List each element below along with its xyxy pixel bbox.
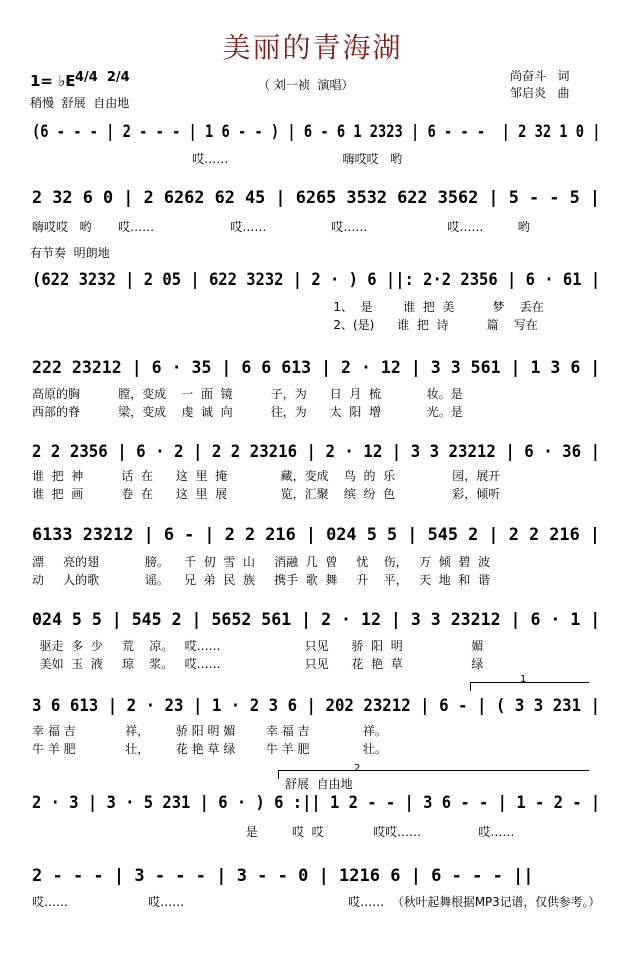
lyric-row-1-verse-1: 哎…… 嗨哎哎 哟 [32,152,403,166]
notation-row-8: 3 6 613 | 2 · 23 | 1 · 2 3 6 | 202 23212 | 6 - | ( 3 3 231 | [32,696,601,716]
transcription-footnote: （秋叶起舞根据MP3记谱，仅供参考。） [392,895,601,909]
tempo-marking-1: 稍慢 舒展 自由地 [30,96,130,110]
notation-row-1: (6 - - - | 2 - - - | 1 6 - - ) | 6 - 6 1 2323 | 6 - - - | 2 32 1 0 | [32,122,601,142]
notation-row-6: 6133 23212 | 6 - | 2 2 216 | 024 5 5 | 545 2 | 2 2 216 | [32,525,600,545]
time-signature: 4/4 2/4 [75,70,130,85]
volta-number-2: 2 [354,763,361,774]
notation-row-10: 2 - - - | 3 - - - | 3 - - 0 | 1216 6 | 6 - - - || [32,866,534,886]
lyricist-credit: 尚奋斗 词 [510,69,570,83]
notation-row-3: (622 3232 | 2 05 | 622 3232 | 2 · ) 6 ||: 2·2 2356 | 6 · 61 | [32,270,601,290]
lyric-row-10-verse-1: 哎…… 哎…… 哎…… [32,895,385,909]
lyric-row-5-verse-2: 谁 把 画 卷 在 这 里 展 览，汇聚 缤 纷 色 彩，倾听 [32,487,501,501]
lyric-row-9-verse-1: 是 哎 哎 哎哎…… 哎…… [32,825,515,839]
lyric-row-2-verse-1: 嗨哎哎 哟 哎…… 哎…… 哎…… 哎…… 哟 [32,220,530,234]
lyric-row-7-verse-1: 驱走 多 少 荒 凉。 哎…… 只见 骄 阳 明 媚 [32,639,484,653]
lyric-row-3-verse-2: 2、(是) 谁 把 诗 篇 写在 [32,318,538,332]
lyric-row-7-verse-2: 美如 玉 液 琼 浆。 哎…… 只见 花 艳 草 绿 [32,657,484,671]
volta-bracket-1 [470,682,589,691]
lyric-row-6-verse-2: 动 人的歌 谣。 兄 弟 民 族 携手 歌 舞 升 平， 天 地 和 谐 [32,573,490,587]
tempo-marking-2: 有节奏 明朗地 [30,246,110,260]
tempo-marking-3: 舒展 自由地 [285,777,353,791]
lyric-row-4-verse-1: 高原的胸 膛，变成 一 面 镜 子，为 日 月 梳 妆。是 [32,387,463,401]
lyric-row-3-verse-1: 1、 是 谁 把 美 梦 丢在 [32,300,544,314]
lyric-row-8-verse-2: 牛 羊 肥 壮， 花 艳 草 绿 牛 羊 肥 壮。 [32,742,387,756]
volta-number-1: 1 [520,674,527,685]
notation-row-7: 024 5 5 | 545 2 | 5652 561 | 2 · 12 | 3 3 23212 | 6 · 1 | [32,610,601,630]
lyric-row-4-verse-2: 西部的脊 梁，变成 虔 诚 向 往，为 太 阳 增 光。是 [32,405,463,419]
notation-row-4: 222 23212 | 6 · 35 | 6 6 613 | 2 · 12 | 3 3 561 | 1 3 6 | [32,358,601,378]
composer-credit: 邹启炎 曲 [510,86,570,100]
notation-row-9: 2 · 3 | 3 · 5 231 | 6 · ) 6 :|| 1 2 - - | 3 6 - - | 1 - 2 - | [32,793,601,813]
lyric-row-8-verse-1: 幸 福 吉 祥， 骄 阳 明 媚 幸 福 吉 祥。 [32,724,387,738]
lyric-row-6-verse-1: 漂 亮的翅 膀。 千 仞 雪 山 消融 几 曾 忧 伤， 万 倾 碧 波 [32,555,490,569]
notation-row-2: 2 32 6 0 | 2 6262 62 45 | 6265 3532 622 3562 | 5 - - 5 | [32,188,600,208]
singer-credit: （ 刘一祯 演唱） [258,78,354,92]
lyric-row-5-verse-1: 谁 把 神 话 在 这 里 掩 藏，变成 鸟 的 乐 园，展开 [32,469,501,483]
volta-bracket-2 [278,770,589,779]
song-title: 美丽的青海湖 [222,31,403,64]
notation-row-5: 2 2 2356 | 6 · 2 | 2 2 23216 | 2 · 12 | 3 3 23212 | 6 · 36 | [32,442,601,462]
key-signature: 1= ♭E [30,72,76,90]
